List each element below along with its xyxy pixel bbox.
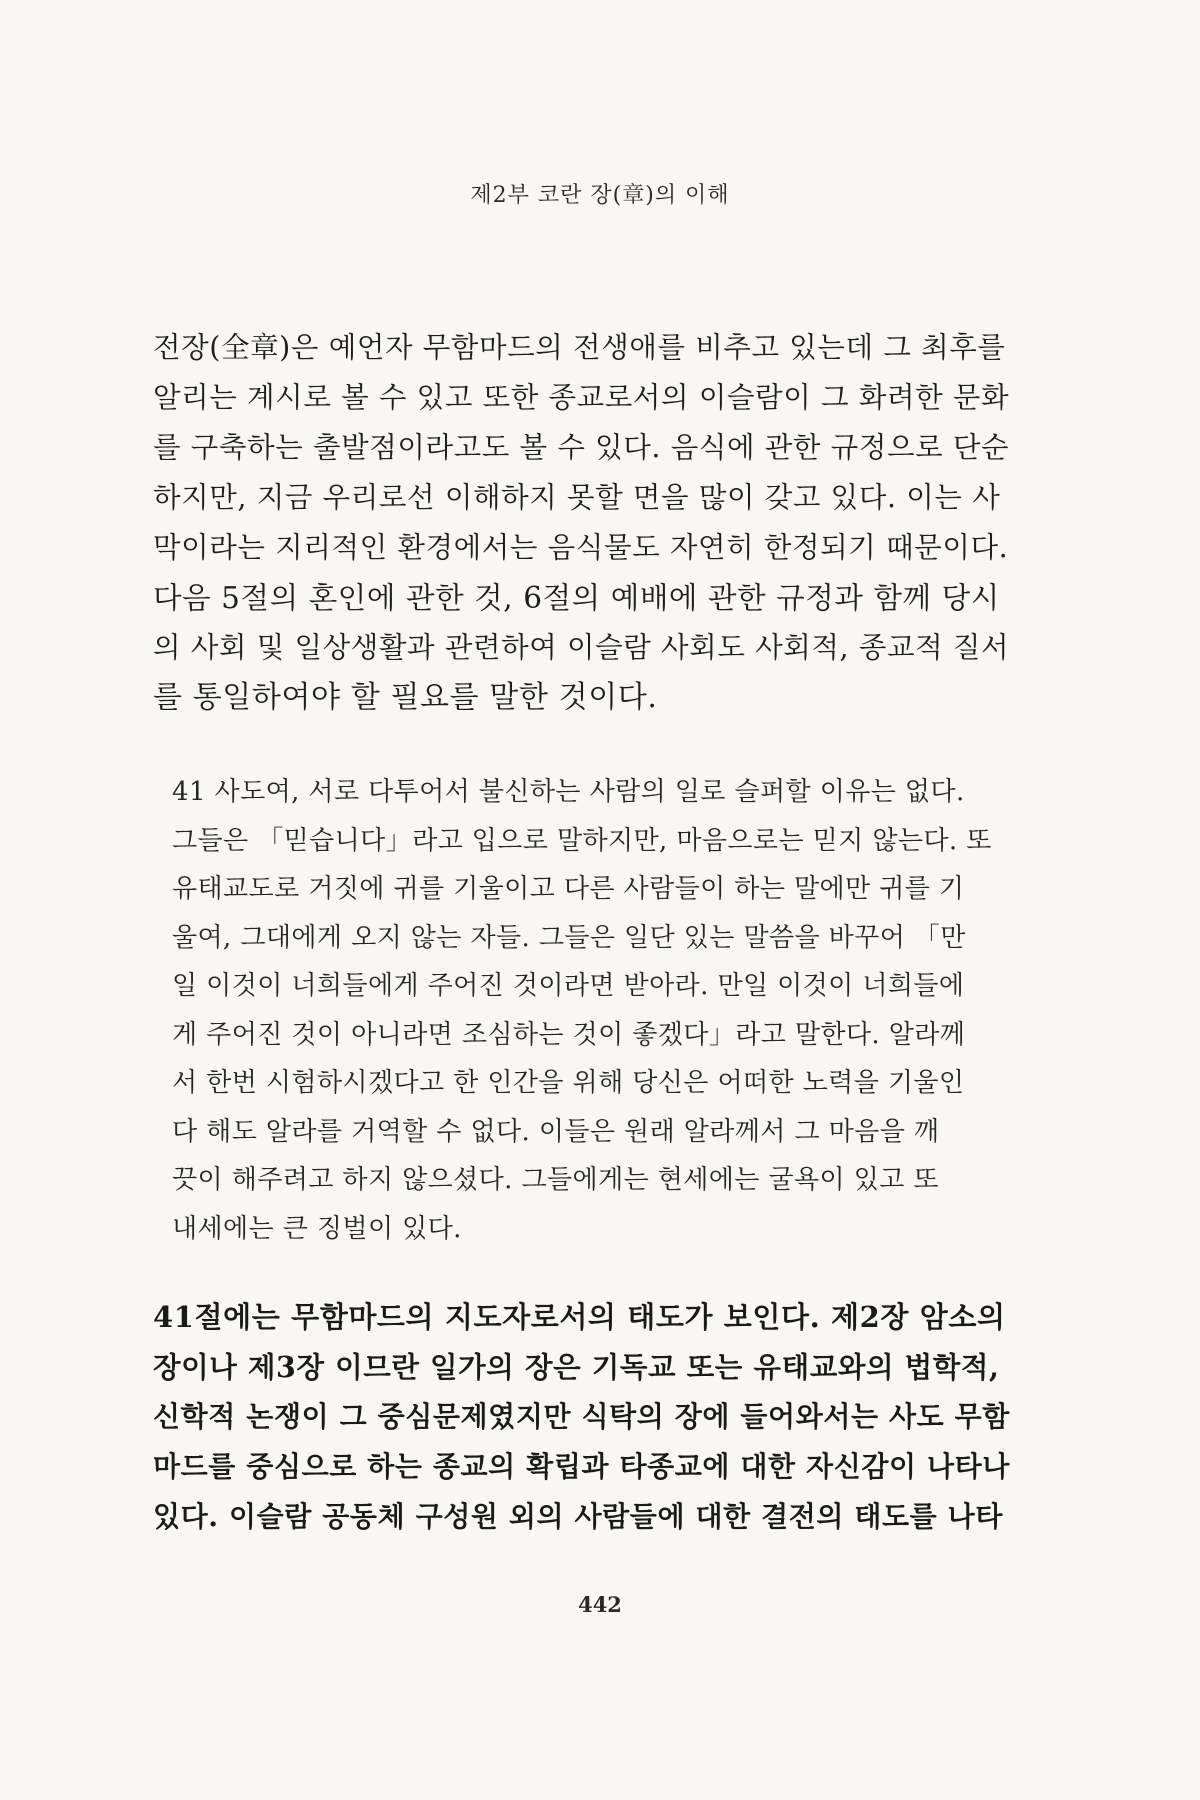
running-header: 제2부 코란 장(章)의 이해: [470, 183, 730, 208]
commentary-line: 신학적 논쟁이 그 중심문제였지만 식탁의 장에 들어와서는 사도 무함: [153, 1400, 1010, 1433]
verse-line: 게 주어진 것이 아니라면 조심하는 것이 좋겠다」라고 말한다. 알라께: [172, 1019, 966, 1050]
intro-line: 하지만, 지금 우리로선 이해하지 못할 면을 많이 갖고 있다. 이는 사: [153, 481, 1001, 514]
commentary-line: 있다. 이슬람 공동체 구성원 외의 사람들에 대한 결전의 태도를 나타: [153, 1500, 1003, 1533]
verse-line: 다 해도 알라를 거역할 수 없다. 이들은 원래 알라께서 그 마음을 깨: [172, 1116, 940, 1147]
intro-line: 전장(全章)은 예언자 무함마드의 전생애를 비추고 있는데 그 최후를: [153, 331, 1006, 364]
verse-line: 그들은 「믿습니다」라고 입으로 말하지만, 마음으로는 믿지 않는다. 또: [172, 825, 992, 856]
intro-line: 를 통일하여야 할 필요를 말한 것이다.: [153, 680, 658, 715]
verse-line: 유태교도로 거짓에 귀를 기울이고 다른 사람들이 하는 말에만 귀를 기: [172, 874, 965, 904]
intro-line: 의 사회 및 일상생활과 관련하여 이슬람 사회도 사회적, 종교적 질서: [153, 631, 1010, 664]
intro-line: 다음 5절의 혼인에 관한 것, 6절의 예배에 관한 규정과 함께 당시: [153, 581, 1000, 615]
intro-paragraph: [153, 323, 1013, 723]
verse-line: 끗이 해주려고 하지 않으셨다. 그들에게는 현세에는 굴욕이 있고 또: [172, 1165, 939, 1195]
intro-line: 알리는 계시로 볼 수 있고 또한 종교로서의 이슬람이 그 화려한 문화: [153, 381, 1010, 414]
commentary-line: 장이나 제3장 이므란 일가의 장은 기독교 또는 유태교와의 법학적,: [153, 1350, 1000, 1384]
intro-line: 막이라는 지리적인 환경에서는 음식물도 자연히 한정되기 때문이다.: [153, 531, 1009, 564]
verse-41-translation: [172, 768, 992, 1253]
verse-line: 울여, 그대에게 오지 않는 자들. 그들은 일단 있는 말씀을 바꾸어 「만: [172, 922, 966, 953]
verse-line: 내세에는 큰 징벌이 있다.: [172, 1213, 462, 1244]
verse-line: 일 이것이 너희들에게 주어진 것이라면 받아라. 만일 이것이 너희들에: [172, 971, 965, 1001]
page-number: 442: [578, 1592, 622, 1617]
commentary-line: 마드를 중심으로 하는 종교의 확립과 타종교에 대한 자신감이 나타나: [153, 1450, 1010, 1483]
commentary-paragraph: [153, 1292, 1013, 1542]
verse-line: 41 사도여, 서로 다투어서 불신하는 사람의 일로 슬퍼할 이유는 없다.: [172, 777, 965, 807]
commentary-line: 41절에는 무함마드의 지도자로서의 태도가 보인다. 제2장 암소의: [153, 1300, 1006, 1334]
intro-line: 를 구축하는 출발점이라고도 볼 수 있다. 음식에 관한 규정으로 단순: [153, 431, 1010, 464]
verse-line: 서 한번 시험하시겠다고 한 인간을 위해 당신은 어떠한 노력을 기울인: [172, 1068, 965, 1098]
